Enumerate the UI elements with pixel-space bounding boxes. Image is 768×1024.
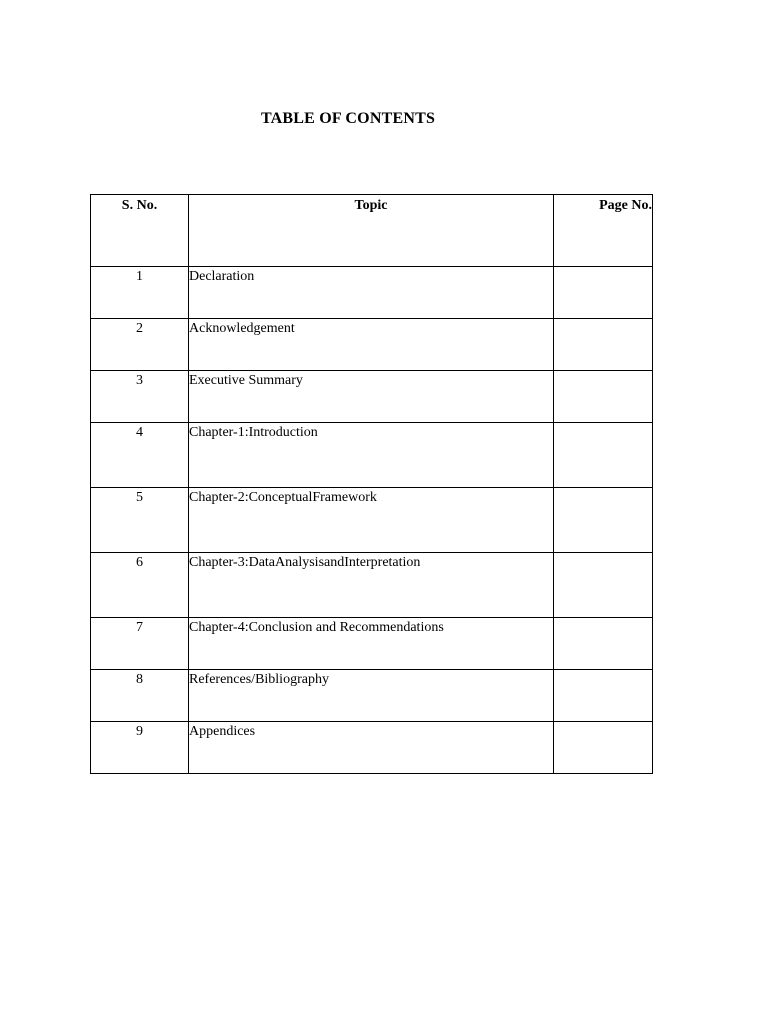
table-row	[91, 267, 653, 319]
column-header-page: Page No.	[554, 195, 653, 267]
topic-cell: Chapter-3:DataAnalysisandInterpretation	[189, 553, 554, 618]
topic-cell: Executive Summary	[189, 371, 554, 423]
page-cell	[554, 423, 653, 488]
page-cell	[554, 553, 653, 618]
table-row	[91, 722, 653, 774]
column-header-topic: Topic	[189, 195, 554, 267]
table-row	[91, 618, 653, 670]
sno-cell: 3	[91, 371, 189, 423]
topic-cell: Chapter-1:Introduction	[189, 423, 554, 488]
column-header-sno: S. No.	[91, 195, 189, 267]
topic-cell: Acknowledgement	[189, 319, 554, 371]
sno-cell: 8	[91, 670, 189, 722]
sno-cell: 9	[91, 722, 189, 774]
sno-cell: 5	[91, 488, 189, 553]
table-row	[91, 371, 653, 423]
sno-cell: 6	[91, 553, 189, 618]
table-row	[91, 319, 653, 371]
page-cell	[554, 319, 653, 371]
page-cell	[554, 267, 653, 319]
page-title: TABLE OF CONTENTS	[260, 110, 436, 127]
table-row	[91, 553, 653, 618]
table-row	[91, 423, 653, 488]
sno-cell: 4	[91, 423, 189, 488]
table-row	[91, 670, 653, 722]
table-header-row	[91, 195, 653, 267]
sno-cell: 1	[91, 267, 189, 319]
topic-cell: Chapter-2:ConceptualFramework	[189, 488, 554, 553]
contents-table	[90, 194, 653, 774]
page-cell	[554, 618, 653, 670]
page-cell	[554, 488, 653, 553]
page-cell	[554, 371, 653, 423]
sno-cell: 2	[91, 319, 189, 371]
topic-cell: Appendices	[189, 722, 554, 774]
table-row	[91, 488, 653, 553]
page-cell	[554, 670, 653, 722]
topic-cell: Chapter-4:Conclusion and Recommendations	[189, 618, 554, 670]
page-cell	[554, 722, 653, 774]
topic-cell: Declaration	[189, 267, 554, 319]
topic-cell: References/Bibliography	[189, 670, 554, 722]
sno-cell: 7	[91, 618, 189, 670]
